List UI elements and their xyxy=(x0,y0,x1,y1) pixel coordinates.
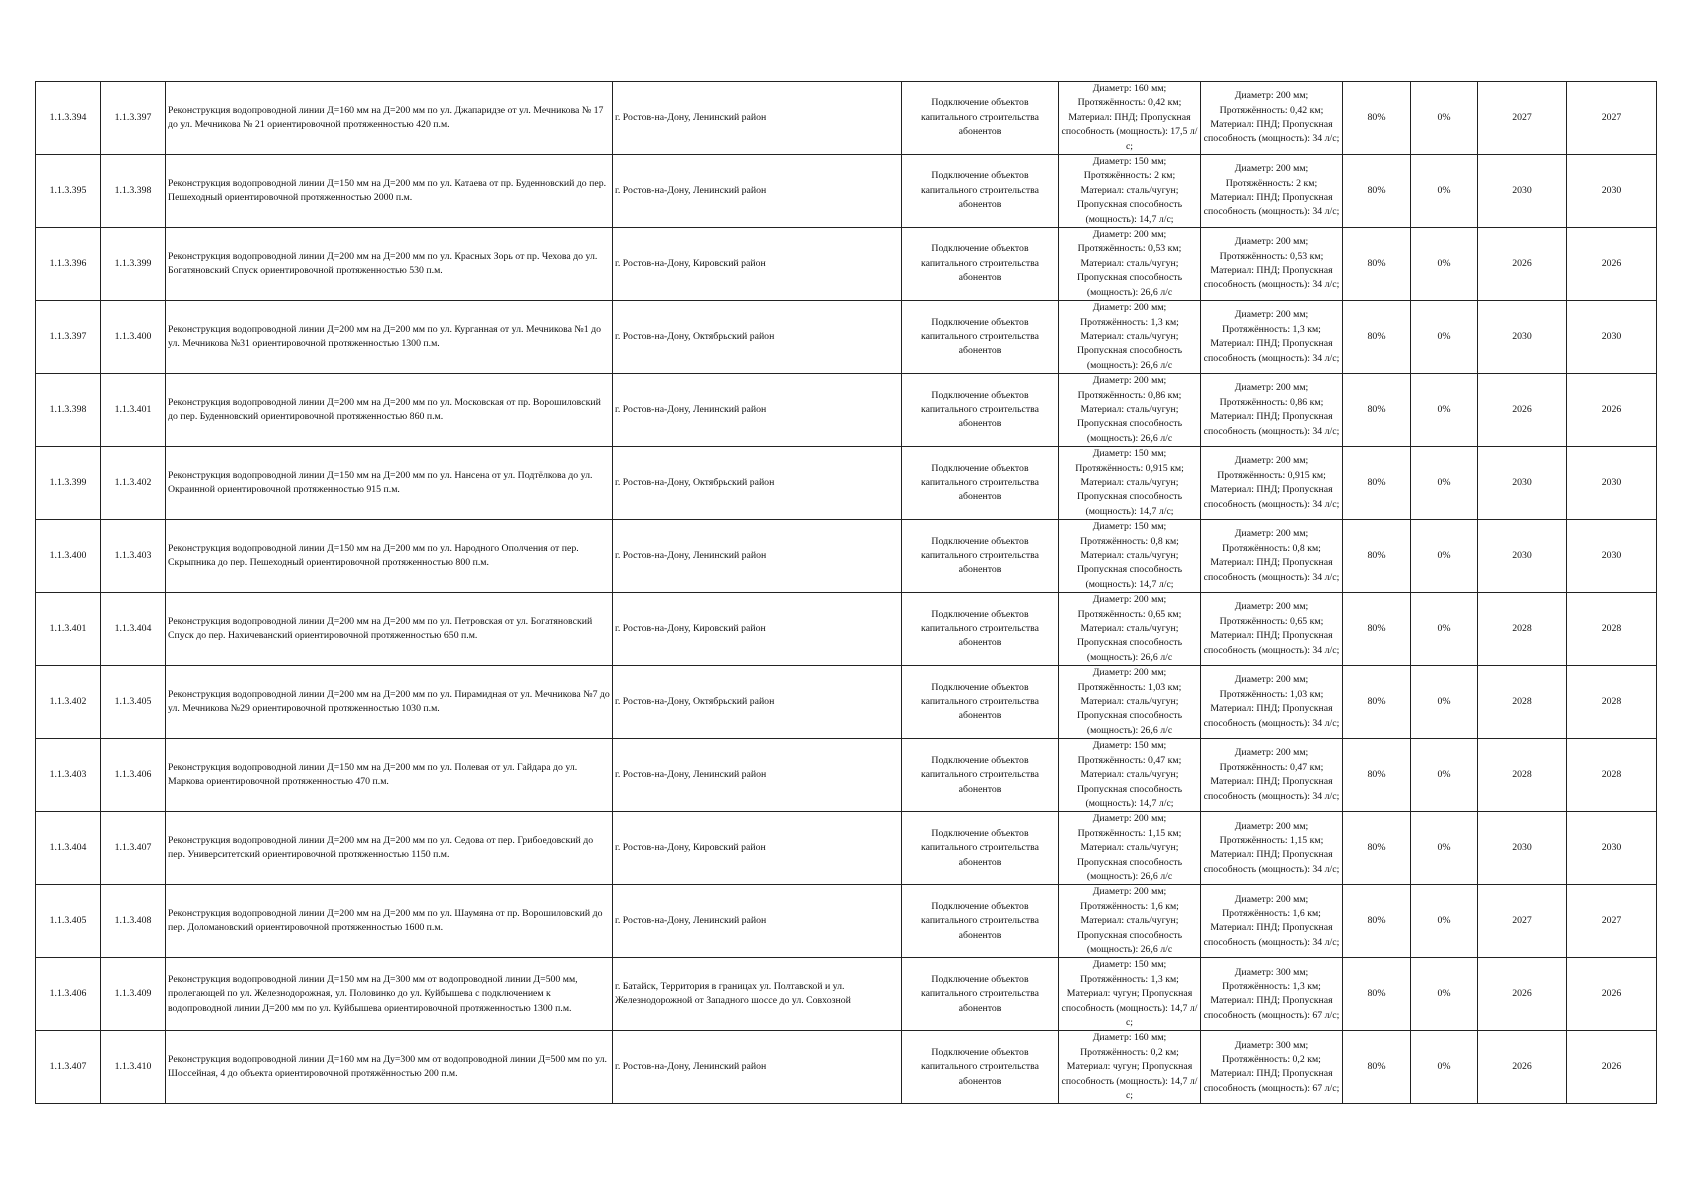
parameters-after-cell: Диаметр: 300 мм; Протяжённость: 0,2 км; Материал: ПНД; Пропускная способность (мощность): 67 л/с; xyxy=(1201,1031,1343,1104)
parameters-before-cell: Диаметр: 200 мм; Протяжённость: 1,03 км; Материал: сталь/чугун; Пропускная способность (мощность): 26,6 л/с xyxy=(1059,666,1201,739)
purpose-cell: Подключение объектов капитального строительства абонентов xyxy=(902,155,1059,228)
table-row xyxy=(36,374,1657,447)
row-code-cell: 1.1.3.405 xyxy=(101,666,166,739)
year-end-cell: 2026 xyxy=(1567,374,1657,447)
wear-before-cell: 80% xyxy=(1343,812,1411,885)
year-start-cell: 2026 xyxy=(1478,958,1567,1031)
row-number-cell: 1.1.3.404 xyxy=(36,812,101,885)
year-start-cell: 2030 xyxy=(1478,447,1567,520)
table-row xyxy=(36,228,1657,301)
row-number-cell: 1.1.3.406 xyxy=(36,958,101,1031)
row-number-cell: 1.1.3.399 xyxy=(36,447,101,520)
year-start-cell: 2027 xyxy=(1478,82,1567,155)
row-number-cell: 1.1.3.403 xyxy=(36,739,101,812)
year-start-cell: 2030 xyxy=(1478,301,1567,374)
row-code-cell: 1.1.3.410 xyxy=(101,1031,166,1104)
purpose-cell: Подключение объектов капитального строительства абонентов xyxy=(902,666,1059,739)
row-number-cell: 1.1.3.398 xyxy=(36,374,101,447)
wear-after-cell: 0% xyxy=(1411,812,1478,885)
wear-after-cell: 0% xyxy=(1411,958,1478,1031)
row-number-cell: 1.1.3.397 xyxy=(36,301,101,374)
table-row xyxy=(36,155,1657,228)
parameters-before-cell: Диаметр: 200 мм; Протяжённость: 0,65 км; Материал: сталь/чугун; Пропускная способность (мощность): 26,6 л/с xyxy=(1059,593,1201,666)
location-cell: г. Ростов-на-Дону, Кировский район xyxy=(613,812,902,885)
location-cell: г. Ростов-на-Дону, Октябрьский район xyxy=(613,301,902,374)
parameters-after-cell: Диаметр: 200 мм; Протяжённость: 0,65 км; Материал: ПНД; Пропускная способность (мощность): 34 л/с; xyxy=(1201,593,1343,666)
table-row xyxy=(36,885,1657,958)
project-name-cell: Реконструкция водопроводной линии Д=200 мм на Д=200 мм по ул. Красных Зорь от пр. Чехова до ул. Богатяновский Спуск ориентировочной протяженностью 530 п.м. xyxy=(166,228,613,301)
year-start-cell: 2030 xyxy=(1478,812,1567,885)
parameters-after-cell: Диаметр: 200 мм; Протяжённость: 0,42 км; Материал: ПНД; Пропускная способность (мощность): 34 л/с; xyxy=(1201,82,1343,155)
wear-before-cell: 80% xyxy=(1343,666,1411,739)
parameters-after-cell: Диаметр: 200 мм; Протяжённость: 0,53 км; Материал: ПНД; Пропускная способность (мощность): 34 л/с; xyxy=(1201,228,1343,301)
location-cell: г. Ростов-на-Дону, Ленинский район xyxy=(613,520,902,593)
project-name-cell: Реконструкция водопроводной линии Д=150 мм на Д=200 мм по ул. Катаева от пр. Буденновский до пер. Пешеходный ориентировочной протяженностью 2000 п.м. xyxy=(166,155,613,228)
table-row xyxy=(36,301,1657,374)
year-start-cell: 2027 xyxy=(1478,885,1567,958)
parameters-before-cell: Диаметр: 160 мм; Протяжённость: 0,42 км; Материал: ПНД; Пропускная способность (мощность): 17,5 л/с; xyxy=(1059,82,1201,155)
parameters-before-cell: Диаметр: 200 мм; Протяжённость: 1,3 км; Материал: сталь/чугун; Пропускная способность (мощность): 26,6 л/с xyxy=(1059,301,1201,374)
row-code-cell: 1.1.3.409 xyxy=(101,958,166,1031)
location-cell: г. Ростов-на-Дону, Ленинский район xyxy=(613,739,902,812)
wear-after-cell: 0% xyxy=(1411,82,1478,155)
parameters-after-cell: Диаметр: 200 мм; Протяжённость: 0,8 км; Материал: ПНД; Пропускная способность (мощность): 34 л/с; xyxy=(1201,520,1343,593)
parameters-before-cell: Диаметр: 160 мм; Протяжённость: 0,2 км; Материал: чугун; Пропускная способность (мощность): 14,7 л/с; xyxy=(1059,1031,1201,1104)
parameters-after-cell: Диаметр: 200 мм; Протяжённость: 1,03 км; Материал: ПНД; Пропускная способность (мощность): 34 л/с; xyxy=(1201,666,1343,739)
location-cell: г. Ростов-на-Дону, Кировский район xyxy=(613,228,902,301)
row-number-cell: 1.1.3.395 xyxy=(36,155,101,228)
wear-after-cell: 0% xyxy=(1411,520,1478,593)
table-row xyxy=(36,739,1657,812)
year-end-cell: 2030 xyxy=(1567,520,1657,593)
wear-before-cell: 80% xyxy=(1343,885,1411,958)
parameters-after-cell: Диаметр: 200 мм; Протяжённость: 0,86 км; Материал: ПНД; Пропускная способность (мощность): 34 л/с; xyxy=(1201,374,1343,447)
year-end-cell: 2030 xyxy=(1567,447,1657,520)
year-start-cell: 2026 xyxy=(1478,374,1567,447)
parameters-before-cell: Диаметр: 200 мм; Протяжённость: 0,86 км; Материал: сталь/чугун; Пропускная способность (мощность): 26,6 л/с xyxy=(1059,374,1201,447)
parameters-before-cell: Диаметр: 200 мм; Протяжённость: 1,6 км; Материал: сталь/чугун; Пропускная способность (мощность): 26,6 л/с xyxy=(1059,885,1201,958)
parameters-after-cell: Диаметр: 200 мм; Протяжённость: 0,915 км; Материал: ПНД; Пропускная способность (мощность): 34 л/с; xyxy=(1201,447,1343,520)
project-name-cell: Реконструкция водопроводной линии Д=200 мм на Д=200 мм по ул. Пирамидная от ул. Мечникова №7 до ул. Мечникова №29 ориентировочной протяженностью 1030 п.м. xyxy=(166,666,613,739)
parameters-after-cell: Диаметр: 200 мм; Протяжённость: 1,3 км; Материал: ПНД; Пропускная способность (мощность): 34 л/с; xyxy=(1201,301,1343,374)
purpose-cell: Подключение объектов капитального строительства абонентов xyxy=(902,812,1059,885)
year-end-cell: 2030 xyxy=(1567,301,1657,374)
purpose-cell: Подключение объектов капитального строительства абонентов xyxy=(902,885,1059,958)
year-end-cell: 2026 xyxy=(1567,1031,1657,1104)
row-code-cell: 1.1.3.398 xyxy=(101,155,166,228)
purpose-cell: Подключение объектов капитального строительства абонентов xyxy=(902,447,1059,520)
row-number-cell: 1.1.3.400 xyxy=(36,520,101,593)
wear-before-cell: 80% xyxy=(1343,447,1411,520)
wear-before-cell: 80% xyxy=(1343,301,1411,374)
purpose-cell: Подключение объектов капитального строительства абонентов xyxy=(902,228,1059,301)
investment-program-table xyxy=(35,81,1657,1104)
row-code-cell: 1.1.3.399 xyxy=(101,228,166,301)
row-code-cell: 1.1.3.401 xyxy=(101,374,166,447)
row-number-cell: 1.1.3.405 xyxy=(36,885,101,958)
year-end-cell: 2027 xyxy=(1567,82,1657,155)
purpose-cell: Подключение объектов капитального строительства абонентов xyxy=(902,1031,1059,1104)
year-end-cell: 2026 xyxy=(1567,958,1657,1031)
year-end-cell: 2028 xyxy=(1567,593,1657,666)
project-name-cell: Реконструкция водопроводной линии Д=200 мм на Д=200 мм по ул. Курганная от ул. Мечникова №1 до ул. Мечникова №31 ориентировочной протяженностью 1300 п.м. xyxy=(166,301,613,374)
project-name-cell: Реконструкция водопроводной линии Д=200 мм на Д=200 мм по ул. Шаумяна от пр. Ворошиловский до пер. Доломановский ориентировочной протяженностью 1600 п.м. xyxy=(166,885,613,958)
row-number-cell: 1.1.3.402 xyxy=(36,666,101,739)
row-number-cell: 1.1.3.396 xyxy=(36,228,101,301)
wear-before-cell: 80% xyxy=(1343,1031,1411,1104)
row-code-cell: 1.1.3.404 xyxy=(101,593,166,666)
project-name-cell: Реконструкция водопроводной линии Д=150 мм на Д=200 мм по ул. Нансена от ул. Подтёлкова до ул. Окраинной ориентировочной протяженностью 915 п.м. xyxy=(166,447,613,520)
parameters-after-cell: Диаметр: 200 мм; Протяжённость: 0,47 км; Материал: ПНД; Пропускная способность (мощность): 34 л/с; xyxy=(1201,739,1343,812)
parameters-before-cell: Диаметр: 200 мм; Протяжённость: 0,53 км; Материал: сталь/чугун; Пропускная способность (мощность): 26,6 л/с xyxy=(1059,228,1201,301)
row-number-cell: 1.1.3.401 xyxy=(36,593,101,666)
location-cell: г. Ростов-на-Дону, Ленинский район xyxy=(613,374,902,447)
wear-before-cell: 80% xyxy=(1343,520,1411,593)
year-start-cell: 2026 xyxy=(1478,1031,1567,1104)
row-code-cell: 1.1.3.403 xyxy=(101,520,166,593)
table-row xyxy=(36,82,1657,155)
wear-before-cell: 80% xyxy=(1343,593,1411,666)
table-row xyxy=(36,520,1657,593)
year-end-cell: 2030 xyxy=(1567,812,1657,885)
parameters-after-cell: Диаметр: 300 мм; Протяжённость: 1,3 км; Материал: ПНД; Пропускная способность (мощность): 67 л/с; xyxy=(1201,958,1343,1031)
purpose-cell: Подключение объектов капитального строительства абонентов xyxy=(902,520,1059,593)
project-name-cell: Реконструкция водопроводной линии Д=150 мм на Д=300 мм от водопроводной линии Д=500 мм, пролегающей по ул. Железнодорожная, ул. Половинко до ул. Куйбышева с подключением к водопроводной линии Д=200 мм по ул. Куйбышева ориентировочной протяженностью 1300 п.м. xyxy=(166,958,613,1031)
wear-after-cell: 0% xyxy=(1411,739,1478,812)
location-cell: г. Ростов-на-Дону, Кировский район xyxy=(613,593,902,666)
purpose-cell: Подключение объектов капитального строительства абонентов xyxy=(902,958,1059,1031)
project-name-cell: Реконструкция водопроводной линии Д=160 мм на Д=200 мм по ул. Джапаридзе от ул. Мечникова № 17 до ул. Мечникова № 21 ориентировочной протяженностью 420 п.м. xyxy=(166,82,613,155)
table-row xyxy=(36,593,1657,666)
location-cell: г. Ростов-на-Дону, Ленинский район xyxy=(613,1031,902,1104)
location-cell: г. Ростов-на-Дону, Ленинский район xyxy=(613,155,902,228)
purpose-cell: Подключение объектов капитального строительства абонентов xyxy=(902,301,1059,374)
table-row xyxy=(36,812,1657,885)
year-end-cell: 2030 xyxy=(1567,155,1657,228)
wear-before-cell: 80% xyxy=(1343,228,1411,301)
parameters-after-cell: Диаметр: 200 мм; Протяжённость: 1,6 км; Материал: ПНД; Пропускная способность (мощность): 34 л/с; xyxy=(1201,885,1343,958)
wear-after-cell: 0% xyxy=(1411,593,1478,666)
parameters-before-cell: Диаметр: 150 мм; Протяжённость: 2 км; Материал: сталь/чугун; Пропускная способность (мощность): 14,7 л/с; xyxy=(1059,155,1201,228)
row-code-cell: 1.1.3.402 xyxy=(101,447,166,520)
table-row xyxy=(36,1031,1657,1104)
year-start-cell: 2030 xyxy=(1478,520,1567,593)
purpose-cell: Подключение объектов капитального строительства абонентов xyxy=(902,593,1059,666)
project-name-cell: Реконструкция водопроводной линии Д=160 мм на Ду=300 мм от водопроводной линии Д=500 мм по ул. Шоссейная, 4 до объекта ориентировочной протяжённостью 200 п.м. xyxy=(166,1031,613,1104)
parameters-before-cell: Диаметр: 150 мм; Протяжённость: 1,3 км; Материал: чугун; Пропускная способность (мощность): 14,7 л/с; xyxy=(1059,958,1201,1031)
wear-before-cell: 80% xyxy=(1343,958,1411,1031)
wear-before-cell: 80% xyxy=(1343,374,1411,447)
year-end-cell: 2026 xyxy=(1567,228,1657,301)
year-end-cell: 2027 xyxy=(1567,885,1657,958)
purpose-cell: Подключение объектов капитального строительства абонентов xyxy=(902,739,1059,812)
location-cell: г. Ростов-на-Дону, Ленинский район xyxy=(613,82,902,155)
row-code-cell: 1.1.3.400 xyxy=(101,301,166,374)
location-cell: г. Ростов-на-Дону, Октябрьский район xyxy=(613,447,902,520)
parameters-after-cell: Диаметр: 200 мм; Протяжённость: 2 км; Материал: ПНД; Пропускная способность (мощность): 34 л/с; xyxy=(1201,155,1343,228)
row-code-cell: 1.1.3.397 xyxy=(101,82,166,155)
project-name-cell: Реконструкция водопроводной линии Д=150 мм на Д=200 мм по ул. Народного Ополчения от пер. Скрыпника до пер. Пешеходный ориентировочной протяженностью 800 п.м. xyxy=(166,520,613,593)
location-cell: г. Ростов-на-Дону, Октябрьский район xyxy=(613,666,902,739)
row-code-cell: 1.1.3.406 xyxy=(101,739,166,812)
table-row xyxy=(36,958,1657,1031)
location-cell: г. Батайск, Территория в границах ул. Полтавской и ул. Железнодорожной от Западного шоссе до ул. Совхозной xyxy=(613,958,902,1031)
project-name-cell: Реконструкция водопроводной линии Д=200 мм на Д=200 мм по ул. Петровская от ул. Богатяновский Спуск до пер. Нахичеванский ориентировочной протяженностью 650 п.м. xyxy=(166,593,613,666)
year-start-cell: 2028 xyxy=(1478,666,1567,739)
wear-after-cell: 0% xyxy=(1411,447,1478,520)
project-name-cell: Реконструкция водопроводной линии Д=200 мм на Д=200 мм по ул. Московская от пр. Ворошиловский до пер. Буденновский ориентировочной протяженностью 860 п.м. xyxy=(166,374,613,447)
wear-before-cell: 80% xyxy=(1343,82,1411,155)
table-body xyxy=(36,82,1657,1104)
wear-after-cell: 0% xyxy=(1411,301,1478,374)
parameters-before-cell: Диаметр: 150 мм; Протяжённость: 0,915 км; Материал: сталь/чугун; Пропускная способность (мощность): 14,7 л/с; xyxy=(1059,447,1201,520)
location-cell: г. Ростов-на-Дону, Ленинский район xyxy=(613,885,902,958)
project-name-cell: Реконструкция водопроводной линии Д=200 мм на Д=200 мм по ул. Седова от пер. Грибоедовский до пер. Университетский ориентировочной протяженностью 1150 п.м. xyxy=(166,812,613,885)
purpose-cell: Подключение объектов капитального строительства абонентов xyxy=(902,374,1059,447)
parameters-before-cell: Диаметр: 200 мм; Протяжённость: 1,15 км; Материал: сталь/чугун; Пропускная способность (мощность): 26,6 л/с xyxy=(1059,812,1201,885)
row-code-cell: 1.1.3.407 xyxy=(101,812,166,885)
wear-after-cell: 0% xyxy=(1411,228,1478,301)
year-start-cell: 2028 xyxy=(1478,593,1567,666)
row-number-cell: 1.1.3.407 xyxy=(36,1031,101,1104)
year-start-cell: 2026 xyxy=(1478,228,1567,301)
year-start-cell: 2028 xyxy=(1478,739,1567,812)
wear-after-cell: 0% xyxy=(1411,374,1478,447)
wear-before-cell: 80% xyxy=(1343,739,1411,812)
row-code-cell: 1.1.3.408 xyxy=(101,885,166,958)
year-end-cell: 2028 xyxy=(1567,739,1657,812)
purpose-cell: Подключение объектов капитального строительства абонентов xyxy=(902,82,1059,155)
table-row xyxy=(36,666,1657,739)
year-start-cell: 2030 xyxy=(1478,155,1567,228)
wear-after-cell: 0% xyxy=(1411,885,1478,958)
project-name-cell: Реконструкция водопроводной линии Д=150 мм на Д=200 мм по ул. Полевая от ул. Гайдара до ул. Маркова ориентировочной протяженностью 470 п.м. xyxy=(166,739,613,812)
parameters-before-cell: Диаметр: 150 мм; Протяжённость: 0,47 км; Материал: сталь/чугун; Пропускная способность (мощность): 14,7 л/с; xyxy=(1059,739,1201,812)
wear-after-cell: 0% xyxy=(1411,1031,1478,1104)
table-row xyxy=(36,447,1657,520)
row-number-cell: 1.1.3.394 xyxy=(36,82,101,155)
wear-after-cell: 0% xyxy=(1411,155,1478,228)
wear-before-cell: 80% xyxy=(1343,155,1411,228)
parameters-before-cell: Диаметр: 150 мм; Протяжённость: 0,8 км; Материал: сталь/чугун; Пропускная способность (мощность): 14,7 л/с; xyxy=(1059,520,1201,593)
wear-after-cell: 0% xyxy=(1411,666,1478,739)
year-end-cell: 2028 xyxy=(1567,666,1657,739)
parameters-after-cell: Диаметр: 200 мм; Протяжённость: 1,15 км; Материал: ПНД; Пропускная способность (мощность): 34 л/с; xyxy=(1201,812,1343,885)
